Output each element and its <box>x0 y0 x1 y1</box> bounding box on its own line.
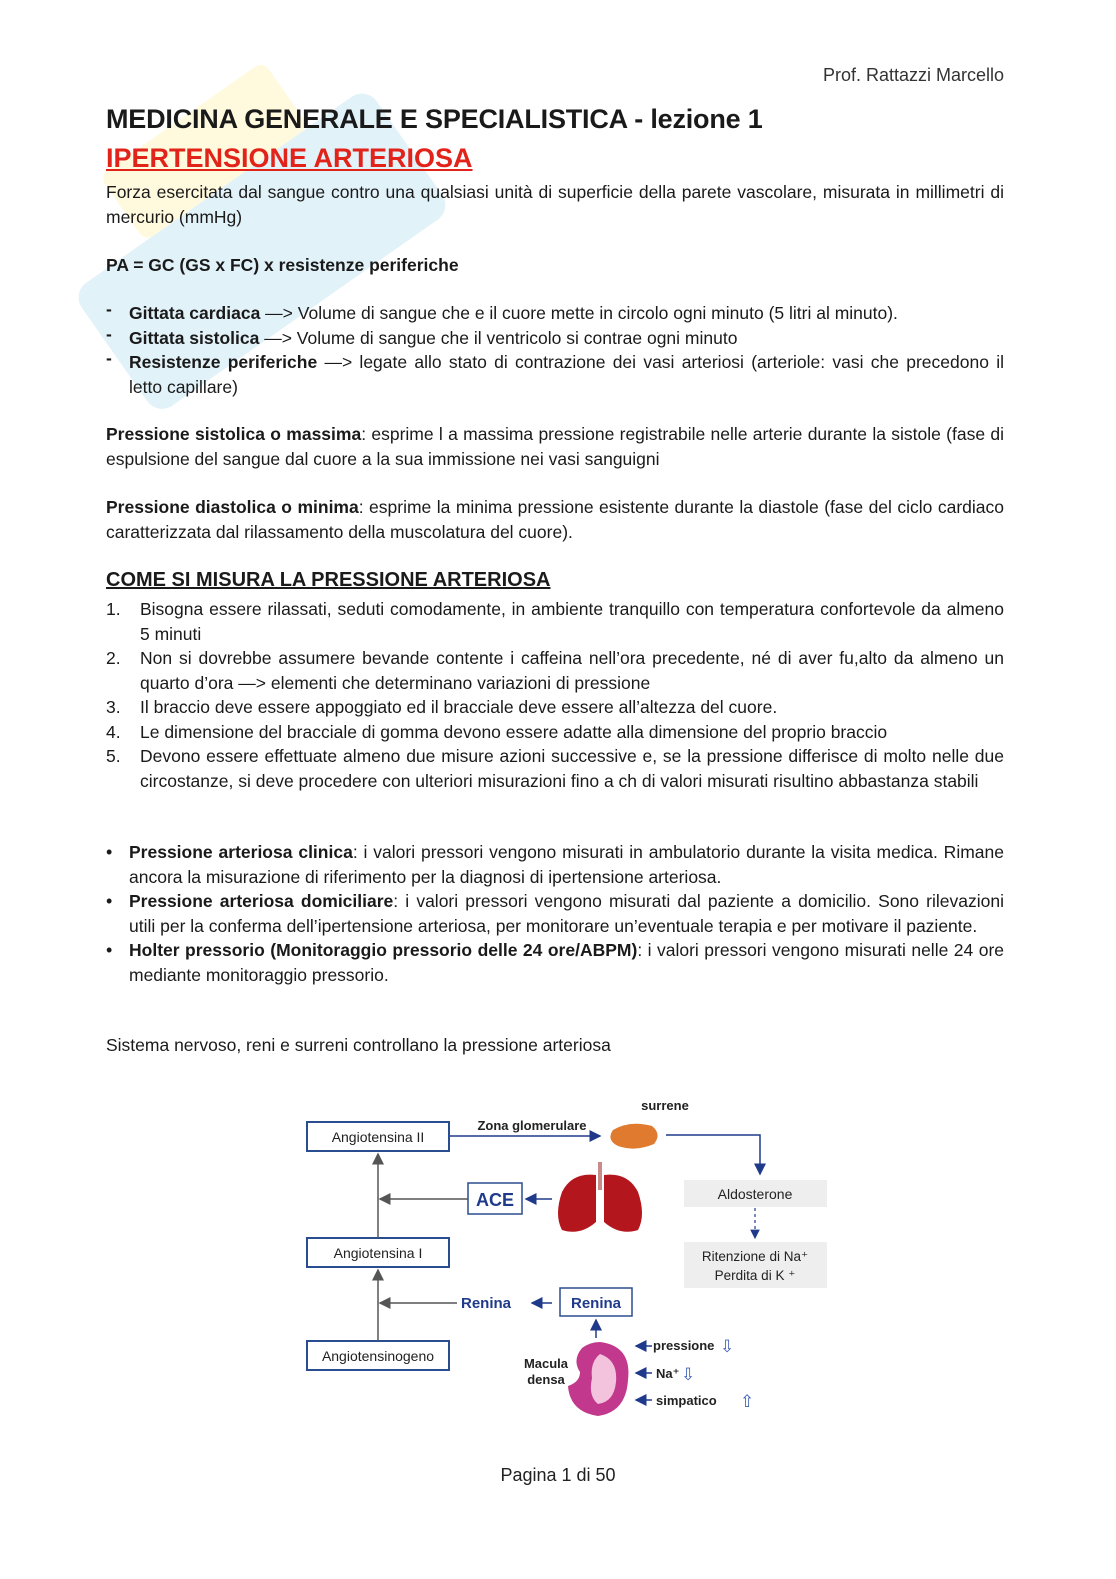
surrene-label: surrene <box>641 1098 689 1113</box>
ace-label: ACE <box>475 1190 515 1210</box>
aldosterone-label: Aldosterone <box>717 1186 793 1202</box>
author-header: Prof. Rattazzi Marcello <box>822 65 1004 85</box>
ritenzione-label: Ritenzione di Na⁺ <box>701 1249 809 1264</box>
arrow-to-aldosterone <box>666 1135 760 1174</box>
renina-arrow-label: Renina <box>460 1295 512 1312</box>
na-down-icon: ⇩ <box>681 1365 696 1384</box>
bullet-item: • Pressione arteriosa domiciliare: i valori pressori vengono misurati dal paziente a domicilio. Sono rilevazioni utili per la conferma dell’ipertensione arteriosa, per monitorare un’eventuale terapia e per motivare il paziente. <box>106 889 1004 938</box>
simpatico-up-icon: ⇧ <box>740 1392 755 1411</box>
bullet-item: • Holter pressorio (Monitoraggio pressorio delle 24 ore/ABPM): i valori pressori vengono misurati nelle 24 ore mediante monitoraggio pressorio. <box>106 938 1004 987</box>
definition-item: - Resistenze periferiche —> legate allo stato di contrazione dei vasi arteriosi (arteriole: vasi che precedono il letto capillare) <box>106 350 1004 399</box>
definition-item: - Gittata sistolica —> Volume di sangue che il ventricolo si contrae ogni minuto <box>106 326 1004 351</box>
angiotensinogen-label: Angiotensinogeno <box>321 1348 435 1364</box>
page-footer: Pagina 1 di 50 <box>500 1465 616 1485</box>
renina-box-label: Renina <box>570 1295 622 1312</box>
section-heading: COME SI MISURA LA PRESSIONE ARTERIOSA <box>106 569 551 591</box>
adrenal-gland-icon <box>610 1124 657 1149</box>
closing-paragraph: Sistema nervoso, reni e surreni controllano la pressione arteriosa <box>106 1035 611 1055</box>
steps-list <box>106 597 1004 793</box>
diastolic-paragraph: Pressione diastolica o minima: esprime la minima pressione esistente durante la diastole (fase del ciclo cardiaco caratterizzata dal rilassamento della muscolatura del cuore). <box>106 497 1004 542</box>
na-label: Na⁺ <box>656 1366 680 1381</box>
angiotensin2-label: Angiotensina II <box>331 1129 425 1145</box>
definition-item: - Gittata cardiaca —> Volume di sangue che e il cuore mette in circolo ogni minuto (5 litri al minuto). <box>106 301 1004 326</box>
perdita-label: Perdita di K ⁺ <box>714 1268 796 1283</box>
step-item: 1. Bisogna essere rilassati, seduti comodamente, in ambiente tranquillo con temperatura confortevole da almeno 5 minuti <box>106 599 1004 644</box>
measurement-types-list <box>106 840 1004 987</box>
formula: PA = GC (GS x FC) x resistenze periferiche <box>106 255 459 275</box>
step-item: 5. Devono essere effettuate almeno due misure azioni successive e, se la pressione differisce di molto nelle due circostanze, si deve procedere con ulteriori misurazioni fino a ch di valori misurati risultino abbastanza stabili <box>106 746 1004 791</box>
macula-label-2: densa <box>527 1372 565 1387</box>
simpatico-label: simpatico <box>656 1393 717 1408</box>
macula-label-1: Macula <box>523 1356 569 1371</box>
systolic-paragraph: Pressione sistolica o massima: esprime l a massima pressione registrabile nelle arterie durante la sistole (fase di espulsione del sangue dal cuore a la sua immissione nei vasi sanguigni <box>106 424 1004 469</box>
bullet-item: • Pressione arteriosa clinica: i valori pressori vengono misurati in ambulatorio durante la visita medica. Rimane ancora la misurazione di riferimento per la diagnosi di ipertensione arteriosa. <box>106 840 1004 889</box>
raas-diagram <box>300 1090 840 1430</box>
intro-paragraph: Forza esercitata dal sangue contro una qualsiasi unità di superficie della parete vascolare, misurata in millimetri di mercurio (mmHg) <box>106 182 1004 227</box>
page-title: MEDICINA GENERALE E SPECIALISTICA - lezione 1 <box>106 104 763 134</box>
step-item: 4. Le dimensione del bracciale di gomma devono essere adatte alla dimensione del proprio braccio <box>106 721 888 742</box>
lungs-icon <box>558 1162 642 1232</box>
pressione-down-icon: ⇩ <box>720 1337 735 1356</box>
angiotensin1-label: Angiotensina I <box>333 1245 423 1261</box>
page-subtitle: IPERTENSIONE ARTERIOSA <box>106 143 473 173</box>
kidney-icon <box>568 1342 628 1416</box>
definitions-list <box>106 301 1004 399</box>
pressione-label: pressione <box>653 1338 715 1353</box>
zona-label: Zona glomerulare <box>477 1118 587 1133</box>
step-item: 3. Il braccio deve essere appoggiato ed il bracciale deve essere all’altezza del cuore. <box>106 697 778 717</box>
step-item: 2. Non si dovrebbe assumere bevande contente i caffeina nell’ora precedente, né di aver fu,alto da almeno un quarto d’ora —> elementi che determinano variazioni di pressione <box>106 648 1004 693</box>
